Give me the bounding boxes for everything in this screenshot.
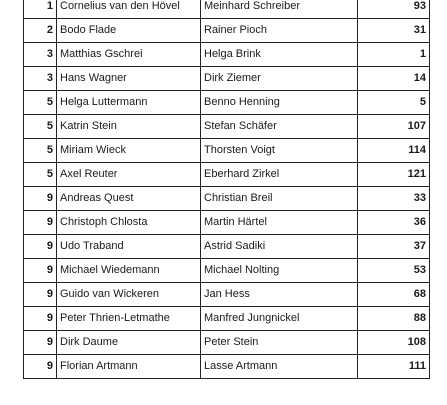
rank-cell: 3 <box>24 67 57 91</box>
table-row <box>24 0 430 19</box>
table-row <box>24 115 430 139</box>
score-cell: 37 <box>358 235 430 259</box>
partner-cell: Christian Breil <box>201 187 358 211</box>
rank-cell: 5 <box>24 163 57 187</box>
score-cell: 33 <box>358 187 430 211</box>
player-cell: Florian Artmann <box>57 355 201 379</box>
table-row <box>24 43 430 67</box>
score-cell: 121 <box>358 163 430 187</box>
table-row <box>24 187 430 211</box>
rank-cell: 9 <box>24 259 57 283</box>
rank-cell: 5 <box>24 91 57 115</box>
results-table-body <box>24 0 430 379</box>
partner-cell: Thorsten Voigt <box>201 139 358 163</box>
rank-cell: 9 <box>24 355 57 379</box>
player-cell: Bodo Flade <box>57 19 201 43</box>
partner-cell: Michael Nolting <box>201 259 358 283</box>
partner-cell: Stefan Schäfer <box>201 115 358 139</box>
player-cell: Christoph Chlosta <box>57 211 201 235</box>
partner-cell: Peter Stein <box>201 331 358 355</box>
score-cell: 88 <box>358 307 430 331</box>
player-cell: Axel Reuter <box>57 163 201 187</box>
table-row <box>24 307 430 331</box>
partner-cell: Lasse Artmann <box>201 355 358 379</box>
table-row <box>24 355 430 379</box>
partner-cell: Helga Brink <box>201 43 358 67</box>
rank-cell: 9 <box>24 235 57 259</box>
score-cell: 108 <box>358 331 430 355</box>
player-cell: Katrin Stein <box>57 115 201 139</box>
score-cell: 114 <box>358 139 430 163</box>
rank-cell: 5 <box>24 115 57 139</box>
rank-cell: 3 <box>24 43 57 67</box>
player-cell: Helga Luttermann <box>57 91 201 115</box>
player-cell: Matthias Gschrei <box>57 43 201 67</box>
score-cell: 68 <box>358 283 430 307</box>
partner-cell: Benno Henning <box>201 91 358 115</box>
table-row <box>24 91 430 115</box>
rank-cell: 2 <box>24 19 57 43</box>
player-cell: Cornelius van den Hövel <box>57 0 201 19</box>
results-table <box>23 0 430 379</box>
table-row <box>24 67 430 91</box>
results-table-container <box>23 0 429 379</box>
score-cell: 31 <box>358 19 430 43</box>
player-cell: Andreas Quest <box>57 187 201 211</box>
score-cell: 107 <box>358 115 430 139</box>
partner-cell: Eberhard Zirkel <box>201 163 358 187</box>
rank-cell: 9 <box>24 187 57 211</box>
player-cell: Udo Traband <box>57 235 201 259</box>
score-cell: 36 <box>358 211 430 235</box>
rank-cell: 9 <box>24 283 57 307</box>
table-row <box>24 211 430 235</box>
partner-cell: Astrid Sadiki <box>201 235 358 259</box>
partner-cell: Meinhard Schreiber <box>201 0 358 19</box>
table-row <box>24 283 430 307</box>
player-cell: Michael Wiedemann <box>57 259 201 283</box>
score-cell: 53 <box>358 259 430 283</box>
score-cell: 111 <box>358 355 430 379</box>
score-cell: 5 <box>358 91 430 115</box>
player-cell: Guido van Wickeren <box>57 283 201 307</box>
table-row <box>24 139 430 163</box>
rank-cell: 9 <box>24 331 57 355</box>
rank-cell: 9 <box>24 307 57 331</box>
partner-cell: Martin Härtel <box>201 211 358 235</box>
partner-cell: Jan Hess <box>201 283 358 307</box>
score-cell: 14 <box>358 67 430 91</box>
table-row <box>24 331 430 355</box>
rank-cell: 1 <box>24 0 57 19</box>
table-row <box>24 259 430 283</box>
rank-cell: 5 <box>24 139 57 163</box>
table-row <box>24 235 430 259</box>
partner-cell: Rainer Pioch <box>201 19 358 43</box>
player-cell: Hans Wagner <box>57 67 201 91</box>
partner-cell: Dirk Ziemer <box>201 67 358 91</box>
player-cell: Peter Thrien-Letmathe <box>57 307 201 331</box>
table-row <box>24 163 430 187</box>
table-row <box>24 19 430 43</box>
score-cell: 93 <box>358 0 430 19</box>
score-cell: 1 <box>358 43 430 67</box>
partner-cell: Manfred Jungnickel <box>201 307 358 331</box>
rank-cell: 9 <box>24 211 57 235</box>
player-cell: Dirk Daume <box>57 331 201 355</box>
player-cell: Miriam Wieck <box>57 139 201 163</box>
